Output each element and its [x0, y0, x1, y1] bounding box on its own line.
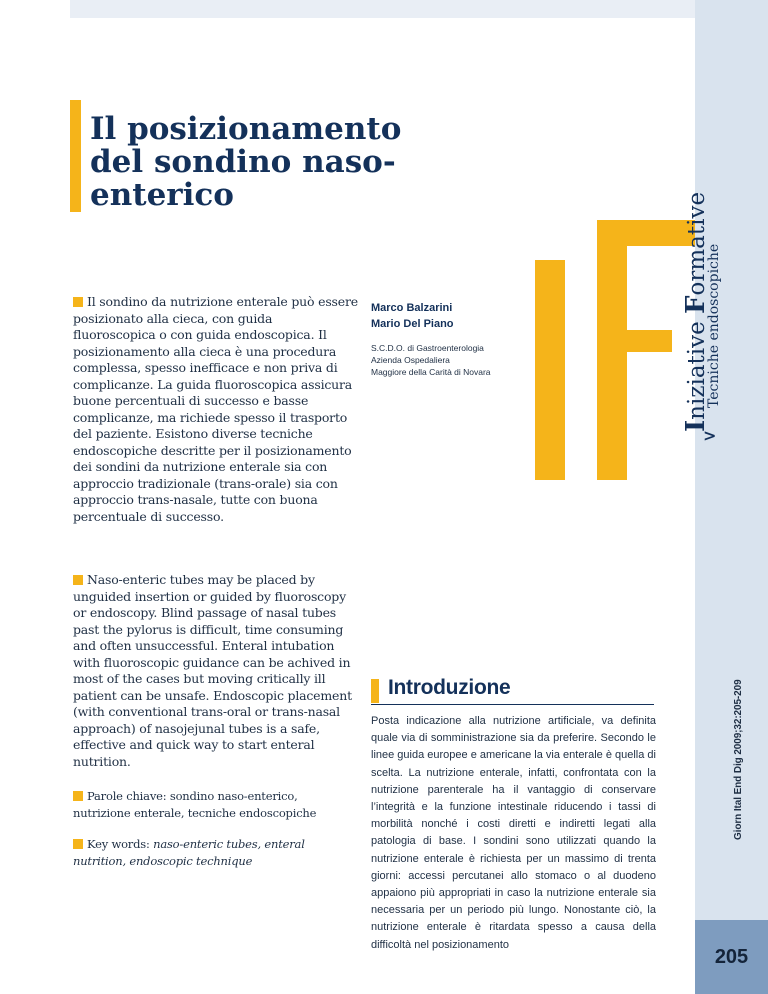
- author-affiliation: [371, 342, 491, 378]
- section-heading: Introduzione: [388, 676, 511, 699]
- right-margin-panel: [695, 0, 768, 994]
- if-monogram: [535, 180, 695, 480]
- arrow-icon: >: [703, 426, 717, 445]
- keywords-english-label: Key words:: [87, 837, 150, 851]
- keywords-english: [73, 836, 358, 869]
- monogram-f-top: [597, 220, 695, 246]
- top-header-band: [70, 0, 695, 18]
- affiliation-line: Azienda Ospedaliera: [371, 355, 450, 365]
- author-name: Marco Balzarini: [371, 302, 453, 314]
- bullet-square-icon: [73, 839, 83, 849]
- keywords-italian-label: Parole chiave:: [87, 789, 167, 803]
- page-number: 205: [714, 945, 749, 968]
- series-initial-i: I: [681, 419, 711, 432]
- article-title: Il posizionamento del sondino naso-enterico: [90, 111, 402, 213]
- abstract-english-text: Naso-enteric tubes may be placed by unguided insertion or guided by fluoroscopy or endoscopy. Blind passage of nasal tubes past the pylorus is difficult, time consuming and often unsuccessful. Enteral intubation with fluoroscopic guidance can be achived in most of the cases but moving critically ill patient can be unsafe. Endoscopic placement (with conventional trans-oral or trans-nasal approach) of nasojejunal tubes is a safe, effective and quick way to start enteral nutrition.: [73, 572, 352, 769]
- introduction-body: Posta indicazione alla nutrizione artificiale, va definita quale via di somministrazione sia da preferire. Secondo le linee guida europee e americane la via enterale è quella di scelta. La nutrizione enterale, infatti, confrontata con la nutrizione parenterale ha il vantaggio di conservare l’integrità e la funzione intestinale riducendo i tassi di morbilità nonché i costi diretti e indiretti legati alla patologia di base. I sondini sono utilizzati quando la nutrizione enterale è richiesta per un massimo di trenta giorni: accessi percutanei allo stomaco o al duodeno appaiono più appropriati in caso la nutrizione enterale sia necessaria per un periodo più lungo. Nonostante ciò, la nutrizione enterale è ritardata spesso a causa della difficoltà nel posizionamento: [371, 715, 656, 951]
- keywords-english-text: naso-enteric tubes, enteral nutrition, endoscopic technique: [73, 837, 305, 868]
- series-initial-f: F: [681, 295, 711, 314]
- abstract-english: [73, 572, 358, 770]
- bullet-square-icon: [73, 575, 83, 585]
- heading-accent-bar: [371, 679, 379, 703]
- heading-rule: [371, 704, 654, 705]
- abstract-italian-text: Il sondino da nutrizione enterale può essere posizionato alla cieca, con guida fluoroscopica o con guida endoscopica. Il posizionamento alla cieca è una procedura complessa, spesso inefficace e non priva di complicanze. La guida fluoroscopica assicura buone percentuali di successo e basse complicanze, ma richiede spesso il trasporto del paziente. Esistono diverse tecniche endoscopiche descritte per il posizionamento dei sondini da nutrizione enterale sia con approccio tradizionale (trans-orale) sia con approccio trans-nasale, tutte con buona percentuale di successo.: [73, 294, 358, 524]
- monogram-i-stem: [535, 260, 565, 480]
- abstract-italian: [73, 294, 358, 525]
- title-accent-bar: [70, 100, 81, 212]
- series-word-1: niziative: [684, 313, 710, 420]
- keywords-italian-text: sondino naso-enterico, nutrizione enterale, tecniche endoscopiche: [73, 789, 317, 820]
- monogram-f-middle: [597, 330, 672, 352]
- affiliation-line: S.C.D.O. di Gastroenterologia: [371, 343, 484, 353]
- author-name: Mario Del Piano: [371, 318, 454, 330]
- affiliation-line: Maggiore della Carità di Novara: [371, 367, 491, 377]
- bullet-square-icon: [73, 297, 83, 307]
- section-subtitle: Tecniche endoscopiche: [706, 243, 722, 408]
- journal-reference: Giorn Ital End Dig 2009;32:205-209: [733, 679, 744, 840]
- series-word-2: ormative: [684, 191, 710, 296]
- bullet-square-icon: [73, 791, 83, 801]
- keywords-italian: [73, 788, 358, 821]
- author-list: [371, 300, 454, 332]
